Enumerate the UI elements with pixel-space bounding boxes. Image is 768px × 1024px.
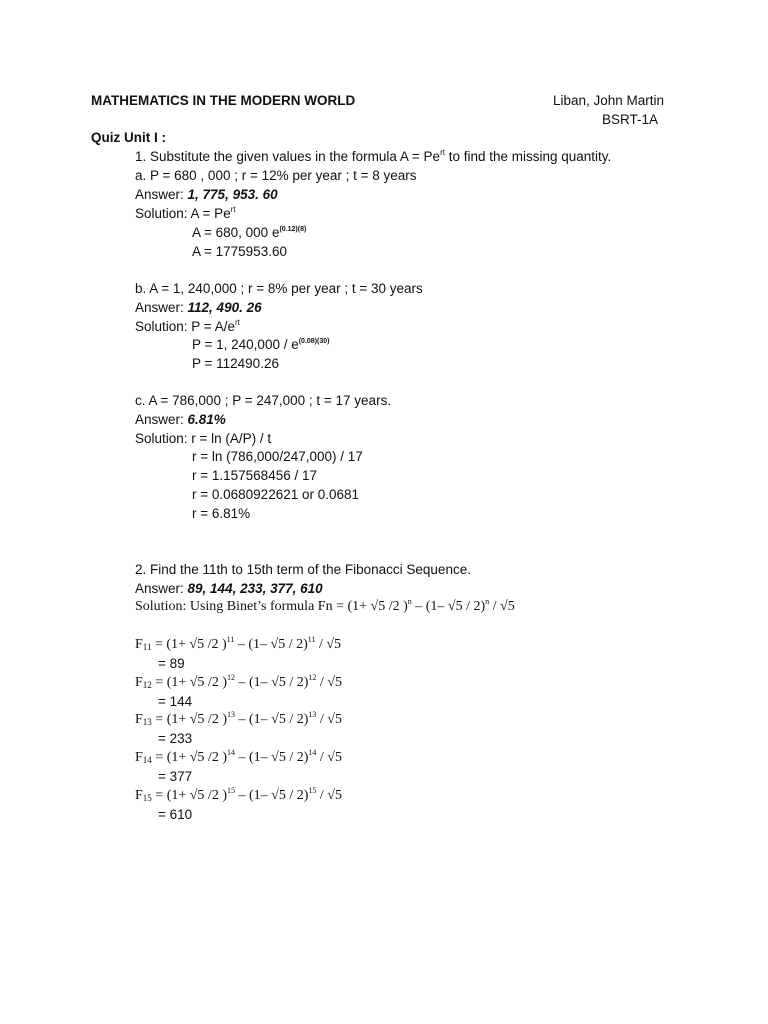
q1c-step2: r = 1.157568456 / 17 (192, 468, 317, 483)
f13-result: = 233 (158, 731, 193, 746)
q1-prompt: 1. Substitute the given values in the formula $A = Pe^{rt}$ to find the missing quantity. (135, 148, 612, 164)
q2-prompt: 2. Find the 11th to 15th term of the Fibonacci Sequence. (135, 562, 471, 577)
f15-equation: $F_{15} = (1+ √5$ /2 )$^{15}$ – (1– √5 / 2)$^{15}$ / √5 (135, 786, 342, 803)
q1b-given: b. A = 1, 240,000 ; r = 8% per year ; t = 30 years (135, 281, 423, 296)
section-label: BSRT-1A (602, 112, 659, 127)
q1a-answer: Answer: 1, 775, 953. 60 (135, 187, 278, 202)
q1c-solution: Solution: r = ln (A/P) / t (135, 431, 272, 446)
q1b-answer: Answer: 112, 490. 26 (135, 300, 262, 315)
q1a-step1: A = 680, 000 $e^{(0.12)(8)}$ (192, 225, 307, 240)
q1b-step2: P = 112490.26 (192, 356, 279, 371)
student-name: Liban, John Martin (553, 93, 665, 108)
q1c-step4: r = 6.81% (192, 506, 251, 521)
q1c-step3: r = 0.0680922621 or 0.0681 (192, 487, 360, 502)
f13-equation: $F_{13} = (1+ √5$ /2 )$^{13}$ – (1– √5 / 2)$^{13}$ / √5 (135, 710, 342, 727)
f12-result: = 144 (158, 694, 193, 709)
f14-equation: $F_{14} = (1+ √5$ /2 )$^{14}$ – (1– √5 / 2)$^{14}$ / √5 (135, 748, 342, 765)
q1b-solution: Solution: $P = A/e^{rt}$ (135, 318, 240, 334)
quiz-title: Quiz Unit I : (91, 130, 166, 145)
q2-formula: Solution: Using Binet’s formula Fn = (1+ √5 /2 )$^n$ – (1– √5 / 2)$^n$ / √5 (135, 597, 515, 614)
f15-result: = 610 (158, 807, 193, 822)
q1a-step2: A = 1775953.60 (192, 244, 287, 259)
q1c-given: c. A = 786,000 ; P = 247,000 ; t = 17 years. (135, 393, 392, 408)
q2-answer: Answer: 89, 144, 233, 377, 610 (135, 581, 323, 596)
f14-result: = 377 (158, 769, 193, 784)
course-title: MATHEMATICS IN THE MODERN WORLD (91, 93, 356, 108)
f11-equation: $F_{11} = (1+ √5$ /2 )$^{11}$ – (1– √5 / 2)$^{11}$ / √5 (135, 635, 342, 652)
f12-equation: $F_{12} = (1+ √5$ /2 )$^{12}$ – (1– √5 / 2)$^{12}$ / √5 (135, 673, 342, 690)
q1a-given: a. P = 680 , 000 ; r = 12% per year ; t = 8 years (135, 168, 417, 183)
q1c-step1: r = ln (786,000/247,000) / 17 (192, 449, 363, 464)
q1b-step1: P = 1, $240,000 / e^{(0.08)(30)}$ (192, 337, 330, 352)
q1a-solution: Solution: $A = Pe^{rt}$ (135, 205, 236, 221)
f11-result: = 89 (158, 656, 185, 671)
q1c-answer: Answer: 6.81% (135, 412, 226, 427)
